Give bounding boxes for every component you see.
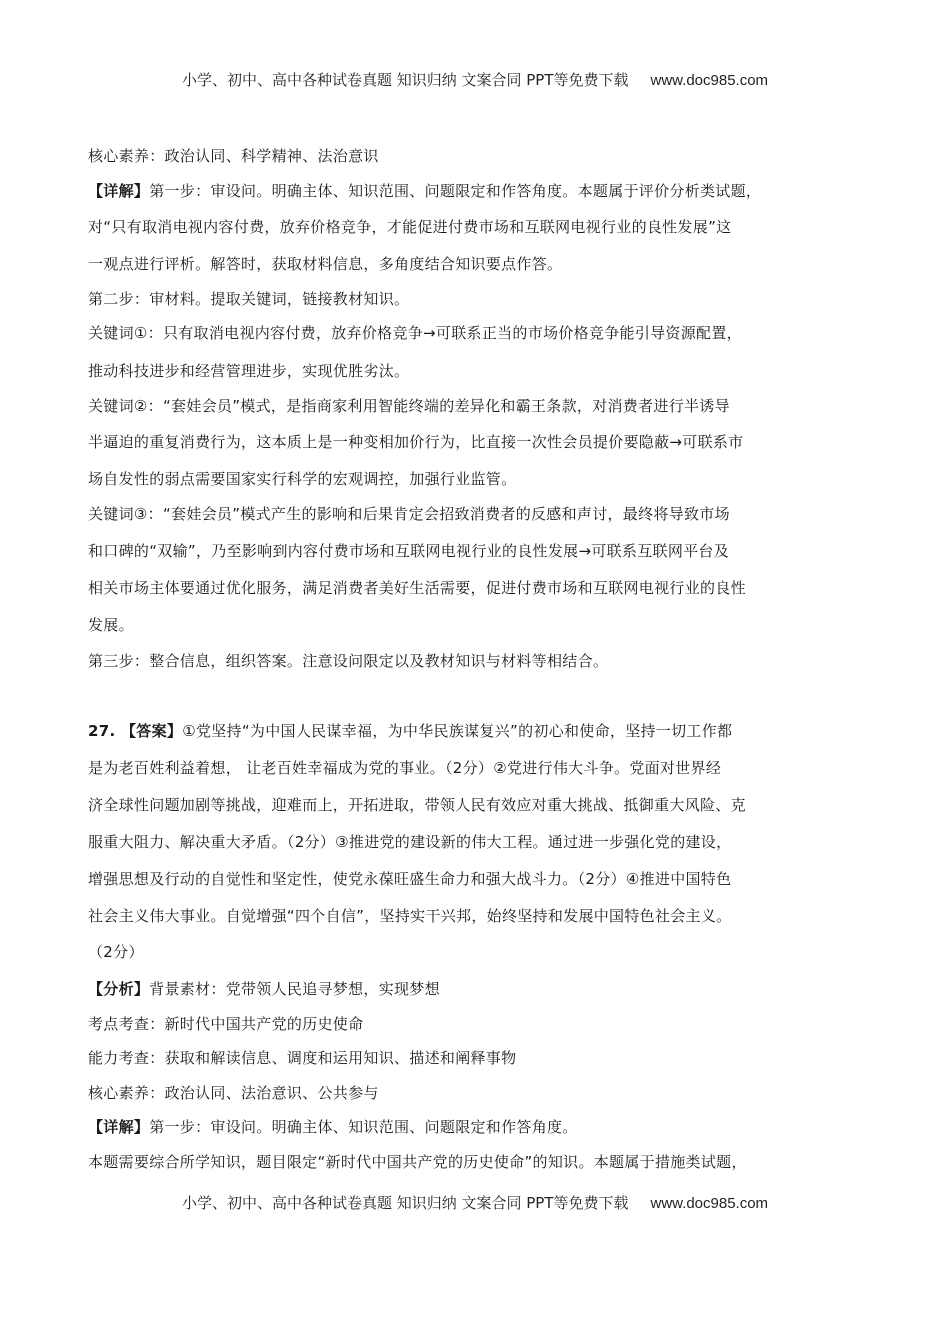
text-line: 社会主义伟大事业。自觉增强“四个自信”，坚持实干兴邦，始终坚持和发展中国特色社会主义。 <box>88 907 732 925</box>
header-url[interactable]: www.doc985.com <box>650 72 769 89</box>
text-line: 核心素养：政治认同、法治意识、公共参与 <box>88 1084 379 1102</box>
text-line: 增强思想及行动的自觉性和坚定性，使党永葆旺盛生命力和强大战斗力。（2分）④推进中国特色 <box>88 870 732 888</box>
text-line: 一观点进行评析。解答时，获取材料信息，多角度结合知识要点作答。 <box>88 255 563 273</box>
text-line: 推动科技进步和经营管理进步，实现优胜劣汰。 <box>88 362 410 380</box>
text-line: 考点考查：新时代中国共产党的历史使命 <box>88 1015 364 1033</box>
text-line: 【详解】第一步：审设问。明确主体、知识范围、问题限定和作答角度。 <box>88 1118 578 1136</box>
text-line: 第三步：整合信息，组织答案。注意设问限定以及教材知识与材料等相结合。 <box>88 652 609 670</box>
text-line: 济全球性问题加剧等挑战，迎难而上，开拓进取，带领人民有效应对重大挑战、抵御重大风险、克 <box>88 796 746 814</box>
text-line: 【详解】第一步：审设问。明确主体、知识范围、问题限定和作答角度。本题属于评价分析类试题， <box>88 182 762 200</box>
text-line: （2分） <box>88 943 144 961</box>
answer-line: 27. 【答案】①党坚持“为中国人民谋幸福，为中华民族谋复兴”的初心和使命，坚持一切工作都 <box>88 722 733 740</box>
text-line: 关键词①：只有取消电视内容付费，放弃价格竞争→可联系正当的市场价格竞争能引导资源配置， <box>88 324 742 342</box>
text-line: 关键词③：“套娃会员”模式产生的影响和后果肯定会招致消费者的反感和声讨，最终将导致市场 <box>88 505 730 523</box>
header-text: 小学、初中、高中各种试卷真题 知识归纳 文案合同 PPT等免费下载 <box>181 71 629 89</box>
footer-text: 小学、初中、高中各种试卷真题 知识归纳 文案合同 PPT等免费下载 <box>181 1194 629 1212</box>
text-line: 能力考查：获取和解读信息、调度和运用知识、描述和阐释事物 <box>88 1049 517 1067</box>
page-header <box>0 69 950 90</box>
text-line: 本题需要综合所学知识，题目限定“新时代中国共产党的历史使命”的知识。本题属于措施类试题， <box>88 1153 747 1171</box>
footer-url[interactable]: www.doc985.com <box>650 1195 769 1212</box>
text-line: 场自发性的弱点需要国家实行科学的宏观调控，加强行业监管。 <box>88 470 517 488</box>
text-line: 关键词②：“套娃会员”模式，是指商家利用智能终端的差异化和霸王条款，对消费者进行半诱导 <box>88 397 730 415</box>
text-line: 半逼迫的重复消费行为，这本质上是一种变相加价行为，比直接一次性会员提价要隐蔽→可联系市 <box>88 433 744 451</box>
text-line: 发展。 <box>88 616 134 634</box>
text-line: 【分析】背景素材：党带领人民追寻梦想，实现梦想 <box>88 980 440 998</box>
text-line: 第二步：审材料。提取关键词，链接教材知识。 <box>88 290 410 308</box>
text-line: 服重大阻力、解决重大矛盾。（2分）③推进党的建设新的伟大工程。通过进一步强化党的建设， <box>88 833 732 851</box>
text-line: 相关市场主体要通过优化服务，满足消费者美好生活需要，促进付费市场和互联网电视行业的良性 <box>88 579 746 597</box>
text-line: 核心素养：政治认同、科学精神、法治意识 <box>88 147 379 165</box>
page-footer <box>0 1192 950 1213</box>
text-line: 是为老百姓利益着想， 让老百姓幸福成为党的事业。（2分）②党进行伟大斗争。党面对世界经 <box>88 759 722 777</box>
text-line: 和口碑的“双输”，乃至影响到内容付费市场和互联网电视行业的良性发展→可联系互联网平台及 <box>88 542 730 560</box>
text-line: 对“只有取消电视内容付费，放弃价格竞争，才能促进付费市场和互联网电视行业的良性发展”这 <box>88 218 732 236</box>
